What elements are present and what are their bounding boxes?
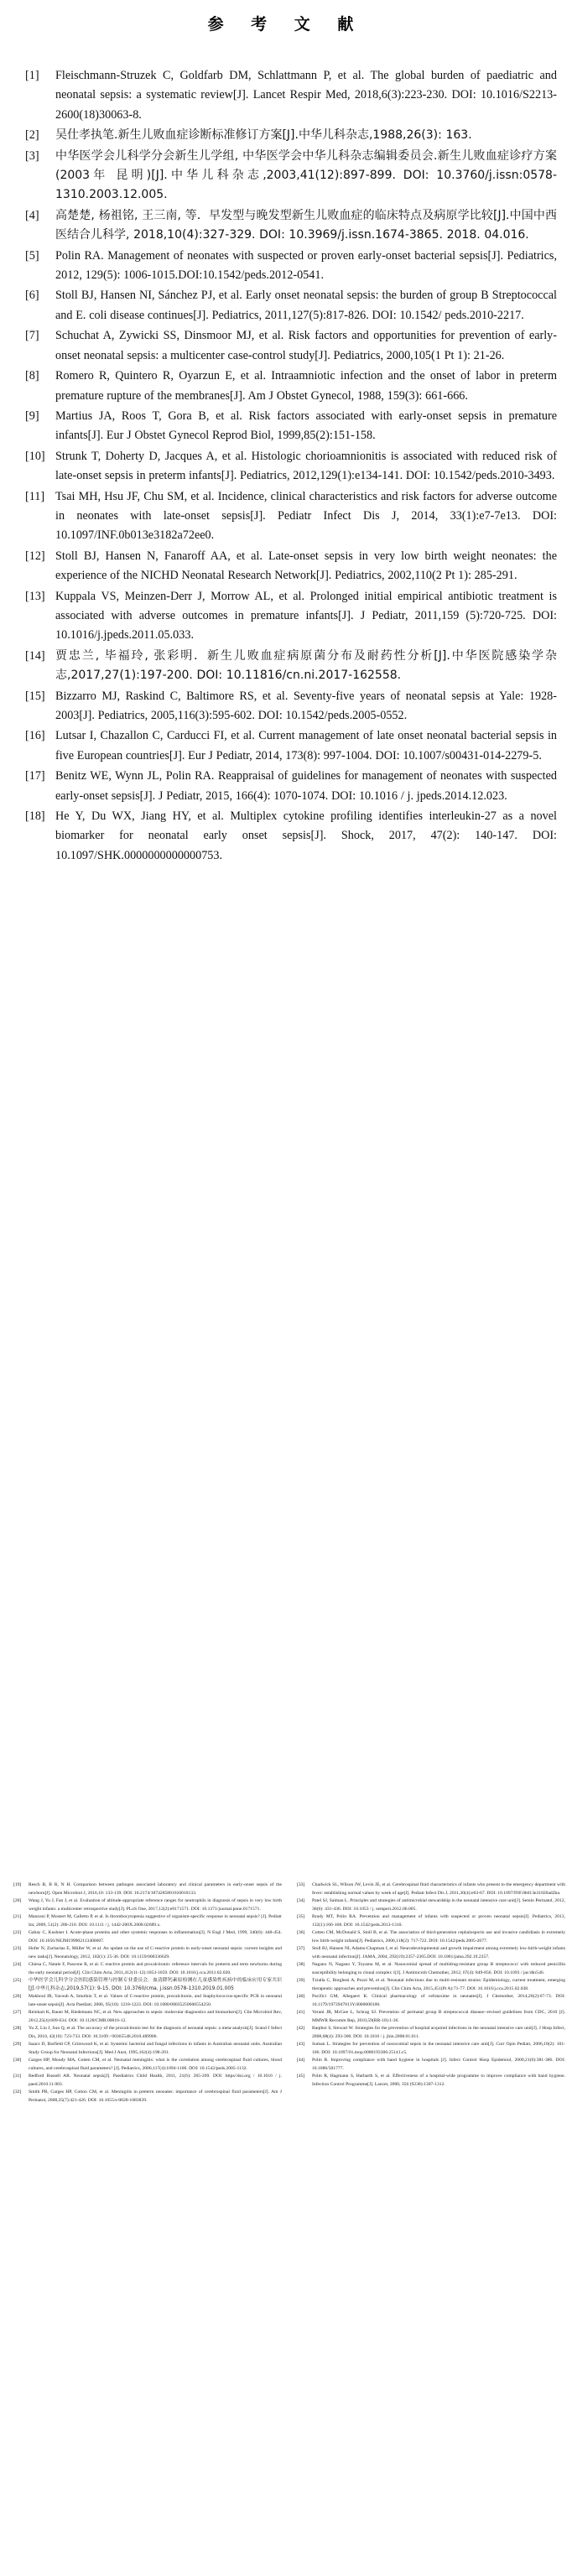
reference-entry [23, 687, 557, 726]
reference-text: Gabay C, Kushner I. Acute-phase proteins and other systemic responses to inflammation[J]. N Engl J Med, 1999, 340(6): 448-454. DOI: 10.1056/NEJM199902113400607. [29, 1930, 282, 1944]
reference-text: Wang J, Yu J, Fan J, et al. Evaluation of altitude-appropriate reference ranges for neutrophils in diagnosis of sepsis in very low birth weight infants: a multicenter retrospective study[J]. PLoS One, 2017,12(2):e0171571. DOI: 10.1371/journal.pone.0171571. [29, 1898, 282, 1912]
reference-text: Nagano N, Nagano Y, Toyama M, et al. Nosocomial spread of multidrug-resistant group B streptococci with reduced penicillin susceptibility belonging to clonal complex 1[J]. J Antimicrob Chemother, 2012, 67(4): 849-856. DOI: 10.1093 / jac/dkr546. [312, 1962, 565, 1975]
reference-entry [23, 587, 557, 646]
reference-number: [40] [297, 1994, 305, 1999]
reference-entry [23, 647, 557, 686]
reference-text: Lutsar I, Chazallon C, Carducci FI, et al. Current management of late onset neonatal bacterial sepsis in five European countries[J]. Eur J Pediatr, 2014, 173(8): 997-1004. DOI: 10.1007/s00431-014-2279-5. [55, 729, 557, 762]
reference-number: [22] [13, 1930, 22, 1935]
reference-number: [10] [25, 449, 45, 463]
reference-text: Resch B, B R, N H. Comparison between pathogen associated laboratory and clinical parameters in early-onset sepsis of the newborn[J]. Open Microbiol J, 2016,10: 133-139. DOI: 10.2174/1874285801610010133. [29, 1882, 282, 1896]
reference-entry [23, 326, 557, 366]
reference-entry [23, 247, 557, 286]
reference-text: Polin R, Hagmann S, Harbarth S, et al. Effectiveness of a hospital-wide programme to improve compliance with hand hygiene. Infection Control Programme[J]. Lancet, 2000, 356 (9238):1307-1312. [312, 2074, 565, 2087]
footnote-reference-entry [7, 2057, 282, 2073]
reference-text: 贾忠兰, 毕福玲, 张彩明．新生儿败血症病原菌分布及耐药性分析[J].中华医院感染学杂志,2017,27(1):197-200. DOI: 10.11816/cn.ni.2017-162558. [55, 648, 557, 683]
reference-text: Kuppala VS, Meinzen-Derr J, Morrow AL, et al. Prolonged initial empirical antibiotic treatment is associated with adverse outcomes in premature infants[J]. J Pediatr, 2011,159 (5):720-725. DOI: 10.1016/j.jpeds.2011.05.033. [55, 589, 557, 643]
reference-entry [23, 547, 557, 586]
footnote-reference-entry [7, 1993, 282, 2009]
reference-entry [23, 807, 557, 866]
reference-text: Romero R, Quintero R, Oyarzun E, et al. Intraamniotic infection and the onset of labor in preterm premature rupture of the membranes[J]. Am J Obstet Gynecol, 1988, 159(3): 661-666. [55, 369, 557, 403]
reference-text: 吴仕孝执笔.新生儿败血症诊断标准修订方案[J].中华儿科杂志,1988,26(3): 163. [55, 128, 472, 143]
reference-text: Patel SJ, Saiman L. Principles and strategies of antimicrobial stewardship in the neonatal intensive care unit[J]. Semin Perinatol, 2012, 36(6): 431-436. DOI: 10.1053 / j. semperi.2012.06.005. [312, 1898, 565, 1912]
reference-number: [32] [13, 2089, 22, 2095]
reference-number: [16] [25, 729, 45, 743]
reference-text: Schuchat A, Zywicki SS, Dinsmoor MJ, et al. Risk factors and opportunities for prevention of early-onset neonatal sepsis: a multicenter case-control study[J]. Pediatrics, 2000,105(1 Pt 1): 21-26. [55, 329, 557, 362]
reference-entry [23, 147, 557, 206]
reference-number: [33] [297, 1882, 305, 1887]
footnote-reference-entry [290, 1913, 565, 1929]
reference-text: Tzialla C, Borghesi A, Pozzi M, et al. Neonatal infections due to multi-resistant strains: Epidemiology, current treatment, emerging therapeutic approaches and prevention[J]. Clin Chim Acta, 2015,451(Pt A):71-77. DOI: 10.1016/j.cca.2015.02.038. [312, 1978, 565, 1991]
reference-text: Hofer N, Zacharias E, Müller W, et al. An update on the use of C-reactive protein in early-onset neonatal sepsis: current insights and new tasks[J]. Neonatology, 2012, 102(1): 25-36. DOI: 10.1159/000336629. [29, 1946, 282, 1959]
reference-text: 中华医学会儿科学分会医院感染管理与控制专业委员会．血清降钙素原检测在儿童感染性疾病中的临床应用专家共识 [J].中华儿科杂志,2019,57(1): 9-15. DOI: 10.3760/cma. j.issn.0578-1310.2019.01.005 [29, 1978, 282, 1991]
reference-number: [44] [297, 2058, 305, 2063]
footnote-reference-entry [7, 1881, 282, 1897]
footnote-reference-entry [290, 2025, 565, 2041]
footnote-reference-entry [7, 2089, 282, 2105]
footnote-reference-entry [7, 1977, 282, 1993]
footnote-reference-columns [0, 1881, 572, 2105]
reference-entry [23, 126, 557, 145]
reference-number: [21] [13, 1914, 22, 1919]
reference-text: Bizzarro MJ, Raskind C, Baltimore RS, et al. Seventy-five years of neonatal sepsis at Yale: 1928-2003[J]. Pediatrics, 2005,116(3):595-602. DOI: 10.1542/peds.2005-0552. [55, 689, 557, 722]
reference-entry [23, 767, 557, 806]
reference-number: [5] [25, 248, 39, 263]
reference-number: [35] [297, 1914, 305, 1919]
reference-text: Manzoni P, Mostert M, Galletto P, et al. Is thrombocytopenia suggestive of organism-specific response in neonatal sepsis? [J]. Pediatr Int, 2009, 51(2): 206-210. DOI: 10.1111 / j. 1442-200X.2008.02689.x. [29, 1914, 282, 1928]
reference-text: Stoll BJ, Hansen NI, Sánchez PJ, et al. Early onset neonatal sepsis: the burden of group B Streptococcal and E. coli disease continues[J]. Pediatrics, 2011,127(5):817-826. DOI: 10.1542/ peds.2010-2217. [55, 289, 557, 322]
footnote-reference-entry [7, 2073, 282, 2089]
footnote-reference-entry [7, 1929, 282, 1945]
page-title: 参 考 文 献 [207, 15, 365, 34]
footnote-reference-entry [290, 2041, 565, 2057]
reference-text: Chadwick SL, Wilson JW, Levin JE, et al. Cerebrospinal fluid characteristics of infants who present to the emergency department with fever: establishing normal values by week of age[J]. Pediatr Infect Dis J, 2011,30(4):e63-67. DOI: 10.1097/INF.0b013e31820ad2ba. [312, 1882, 565, 1896]
reference-number: [17] [25, 769, 45, 783]
reference-number: [43] [297, 2042, 305, 2047]
reference-text: Verani JR, McGee L, Schrag SJ. Prevention of perinatal group B streptococcal disease--revised guidelines from CDC, 2010 [J]. MMWR Recomm Rep, 2010,59(RR-10):1-36. [312, 2010, 565, 2023]
footnote-reference-entry [290, 1961, 565, 1977]
footnote-reference-entry [290, 1881, 565, 1897]
reference-text: Fleischmann-Struzek C, Goldfarb DM, Schlattmann P, et al. The global burden of paediatric and neonatal sepsis: a systematic review[J]. Lancet Respir Med, 2018,6(3):223-230. DOI: 10.1016/S2213-2600(18)30063-8. [55, 69, 557, 122]
footnote-reference-entry [7, 1945, 282, 1961]
reference-number: [9] [25, 409, 39, 423]
reference-number: [25] [13, 1978, 22, 1983]
reference-text: Strunk T, Doherty D, Jacques A, et al. Histologic chorioamnionitis is associated with reduced risk of late-onset sepsis in preterm infants[J]. Pediatrics, 2012,129(1):e134-141. DOI: 10.1542/peds.2010-3493. [55, 449, 557, 483]
reference-entry [23, 206, 557, 246]
reference-number: [24] [13, 1962, 22, 1967]
footnote-reference-entry [290, 1993, 565, 2009]
reference-number: [12] [25, 549, 45, 563]
reference-text: Makhoul IR, Yacoub A, Smolkin T, et al. Values of C-reactive protein, procalcitonin, and Staphylococcus-specific PCR in neonatal late-onset sepsis[J]. Acta Paediatr, 2006, 95(10): 1218-1223. DOI: 10.1080/08035250600554250. [29, 1994, 282, 2007]
footnote-reference-entry [290, 1929, 565, 1945]
reference-text: Suman L. Strategies for prevention of nosocomial sepsis in the neonatal intensive care unit[J]. Curr Opin Pediatr, 2006,18(2): 101-106. DOI: 10.1097/01.mop.0000193300.25141.c5. [312, 2042, 565, 2055]
reference-entry [23, 66, 557, 125]
reference-text: He Y, Du WX, Jiang HY, et al. Multiplex cytokine profiling identifies interleukin-27 as a novel biomarker for neonatal early onset sepsis[J]. Shock, 2017, 47(2): 140-147. DOI: 10.1097/SHK.0000000000000753. [55, 809, 557, 862]
reference-number: [29] [13, 2042, 22, 2047]
reference-number: [20] [13, 1898, 22, 1903]
reference-number: [18] [25, 809, 45, 824]
reference-text: 高楚楚, 杨祖铭, 王三南, 等．早发型与晚发型新生儿败血症的临床特点及病原学比较[J].中国中西医结合儿科学, 2018,10(4):327-329. DOI: 10.3969/j.issn.1674-3865. 2018. 04.016. [55, 208, 557, 242]
reference-text: Bedford Russell AR. Neonatal sepsis[J]. Paediatrics Child Health, 2011, 21(6): 265-269. DOI: https//doi.org / 10.1016 / j. paed.2010.11.003. [29, 2074, 282, 2087]
footnote-reference-entry [7, 1913, 282, 1929]
reference-text: Martius JA, Roos T, Gora B, et al. Risk factors associated with early-onset sepsis in premature infants[J]. Eur J Obstet Gynecol Reprod Biol, 1999,85(2):151-158. [55, 409, 557, 443]
reference-entry [23, 487, 557, 546]
main-reference-list [0, 66, 572, 866]
reference-number: [38] [297, 1962, 305, 1967]
reference-number: [15] [25, 689, 45, 703]
reference-number: [39] [297, 1978, 305, 1983]
footnote-reference-entry [7, 2025, 282, 2041]
reference-number: [41] [297, 2010, 305, 2015]
reference-number: [28] [13, 2026, 22, 2031]
footnote-reference-entry [290, 1897, 565, 1913]
footnote-reference-entry [7, 1897, 282, 1913]
footnote-reference-entry [290, 1945, 565, 1961]
reference-number: [19] [13, 1882, 22, 1887]
reference-text: Benitz WE, Wynn JL, Polin RA. Reappraisal of guidelines for management of neonates with suspected early-onset sepsis[J]. J Pediatr, 2015, 166(4): 1070-1074. DOI: 10.1016 / j. jpeds.2014.12.023. [55, 769, 557, 803]
reference-number: [26] [13, 1994, 22, 1999]
reference-text: Yu Z, Liu J, Sun Q, et al. The accuracy of the procalcitonin test for the diagnosis of neonatal sepsis: a meta-analysis[J]. Scand J Infect Dis, 2010, 42(10): 723-733. DOI: 10.3109 / 00365548.2010.489906. [29, 2026, 282, 2039]
reference-text: Brady MT, Polin RA. Prevention and management of infants with suspected or proven neonatal sepsis[J]. Pediatrics, 2013, 132(1):166-168. DOI: 10.1542/peds.2013-1310. [312, 1914, 565, 1928]
reference-text: Chiesa C, Natale F, Pascone R, et al. C reactive protein and procalcitonin: reference intervals for preterm and term newborns during the early neonatal period[J]. Clin Chim Acta, 2011,412(11-12):1053-1059. DOI: 10.1016/j.cca.2011.02.020. [29, 1962, 282, 1975]
reference-number: [7] [25, 329, 39, 343]
reference-text: Isaacs D, Barfield CP, Grimwood K, et al. Systemic bacterial and fungal infections in infants in Australian neonatal units. Australian Study Group for Neonatal Infections[J]. Med J Aust, 1995,162(4):198-201. [29, 2042, 282, 2055]
reference-number: [13] [25, 589, 45, 603]
reference-number: [1] [25, 69, 39, 82]
reference-entry [23, 367, 557, 406]
reference-number: [42] [297, 2026, 305, 2031]
reference-entry [23, 447, 557, 487]
reference-number: [31] [13, 2074, 22, 2079]
reference-text: Reinhart K, Bauer M, Riedemann NC, et al. New approaches to sepsis: molecular diagnostics and biomarkers[J]. Clin Microbiol Rev, 2012,25(4):609-634. DOI: 10.1128/CMR.00016-12. [29, 2010, 282, 2023]
reference-number: [2] [25, 128, 39, 143]
reference-text: Polin RA. Management of neonates with suspected or proven early-onset bacterial sepsis[J]. Pediatrics, 2012, 129(5): 1006-1015.DOI:10.1542/peds.2012-0541. [55, 248, 557, 283]
reference-number: [27] [13, 2010, 22, 2015]
reference-number: [36] [297, 1930, 305, 1935]
reference-entry [23, 407, 557, 446]
reference-text: 中华医学会儿科学分会新生儿学组, 中华医学会中华儿科杂志编辑委员会.新生儿败血症诊疗方案(2003年 昆明)[J].中华儿科杂志,2003,41(12):897-899. DOI: 10.3760/j.issn:0578-1310.2003.12.005. [55, 148, 557, 202]
reference-number: [14] [25, 648, 45, 663]
reference-text: Cotten CM, McDonald S, Stoll B, et al. The association of third-generation cephalosporin use and invasive candidiasis in extremely low birth-weight infants[J]. Pediatrics, 2006,118(2): 717-722. DOI: 10.1542/peds.2005-2677. [312, 1930, 565, 1944]
reference-number: [30] [13, 2058, 22, 2063]
reference-number: [45] [297, 2074, 305, 2079]
footnote-column-right [290, 1881, 565, 2105]
footnote-column-left [7, 1881, 282, 2105]
reference-number: [3] [25, 148, 39, 163]
footnote-reference-entry [7, 1961, 282, 1977]
reference-number: [8] [25, 369, 39, 383]
reference-text: Polin R. Improving compliance with hand hygiene in hospitals [J]. Infect Control Hosp Epidemiol, 2000,21(6):381-386. DOI: 10.1086/501777. [312, 2058, 565, 2071]
reference-text: Smith PB, Garges HP, Cotton CM, et al. Meningitis in preterm neonates: importance of cerebrospinal fluid parameters[J]. Am J Perinatol, 2008,25(7):421-426. DOI: 10.1055/s-0028-1083839. [29, 2089, 282, 2103]
footnote-reference-entry [290, 2073, 565, 2089]
footnote-reference-entry [290, 2009, 565, 2025]
footnote-reference-entry [290, 1977, 565, 1993]
reference-text: Stoll BJ, Hansen N, Fanaroff AA, et al. Late-onset sepsis in very low birth weight neonates: the experience of the NICHD Neonatal Research Network[J]. Pediatrics, 2002,110(2 Pt 1): 285-291. [55, 549, 557, 583]
reference-number: [37] [297, 1946, 305, 1951]
reference-entry [23, 286, 557, 325]
footnote-reference-entry [7, 2041, 282, 2057]
reference-text: Stoll BJ, Hansen NI, Adams-Chapman I, et al. Neurodevelopmental and growth impairment among extremely low-birth-weight infants with neonatal infection[J]. JAMA, 2004, 292(19):2357-2365.DOI: 10.1001/jama.292.19.2357. [312, 1946, 565, 1959]
reference-text: Pacifici GM, Allegaert K. Clinical pharmacology of cefotaxime in neonates[J]. J Chemother, 2014,26(2):67-73. DOI: 10.1179/1973947813Y.0000000100. [312, 1994, 565, 2007]
reference-number: [4] [25, 208, 39, 222]
reference-number: [23] [13, 1946, 22, 1951]
reference-number: [11] [25, 489, 45, 503]
footnote-reference-entry [7, 2009, 282, 2025]
reference-text: Baqthoi S, Stewart W. Strategies for the prevention of hospital acquired infections in the neonatal intensive care unit[J]. J Hosp Infect, 2008,68(4): 293-300. DOI: 10.1016 / j. jhin.2008.01.011. [312, 2026, 565, 2039]
reference-number: [6] [25, 289, 39, 303]
reference-text: Tsai MH, Hsu JF, Chu SM, et al. Incidence, clinical characteristics and risk factors for adverse outcome in neonates with late-onset sepsis[J]. Pediatr Infect Dis J, 2014, 33(1):e7-7e13. DOI: 10.1097/INF.0b013e3182a72ee0. [55, 489, 557, 543]
reference-number: [34] [297, 1898, 305, 1903]
footnote-reference-entry [290, 2057, 565, 2073]
reference-text: Garges HP, Moody MA, Cotten CM, et al. Neonatal meningitis: what is the correlation among cerebrospinal fluid cultures, blood cultures, and cerebrospinal fluid parameters? [J]. Pediatrics, 2006,117(4):1094-1100. DOI: 10.1542/peds.2005-1132. [29, 2058, 282, 2071]
reference-entry [23, 726, 557, 766]
